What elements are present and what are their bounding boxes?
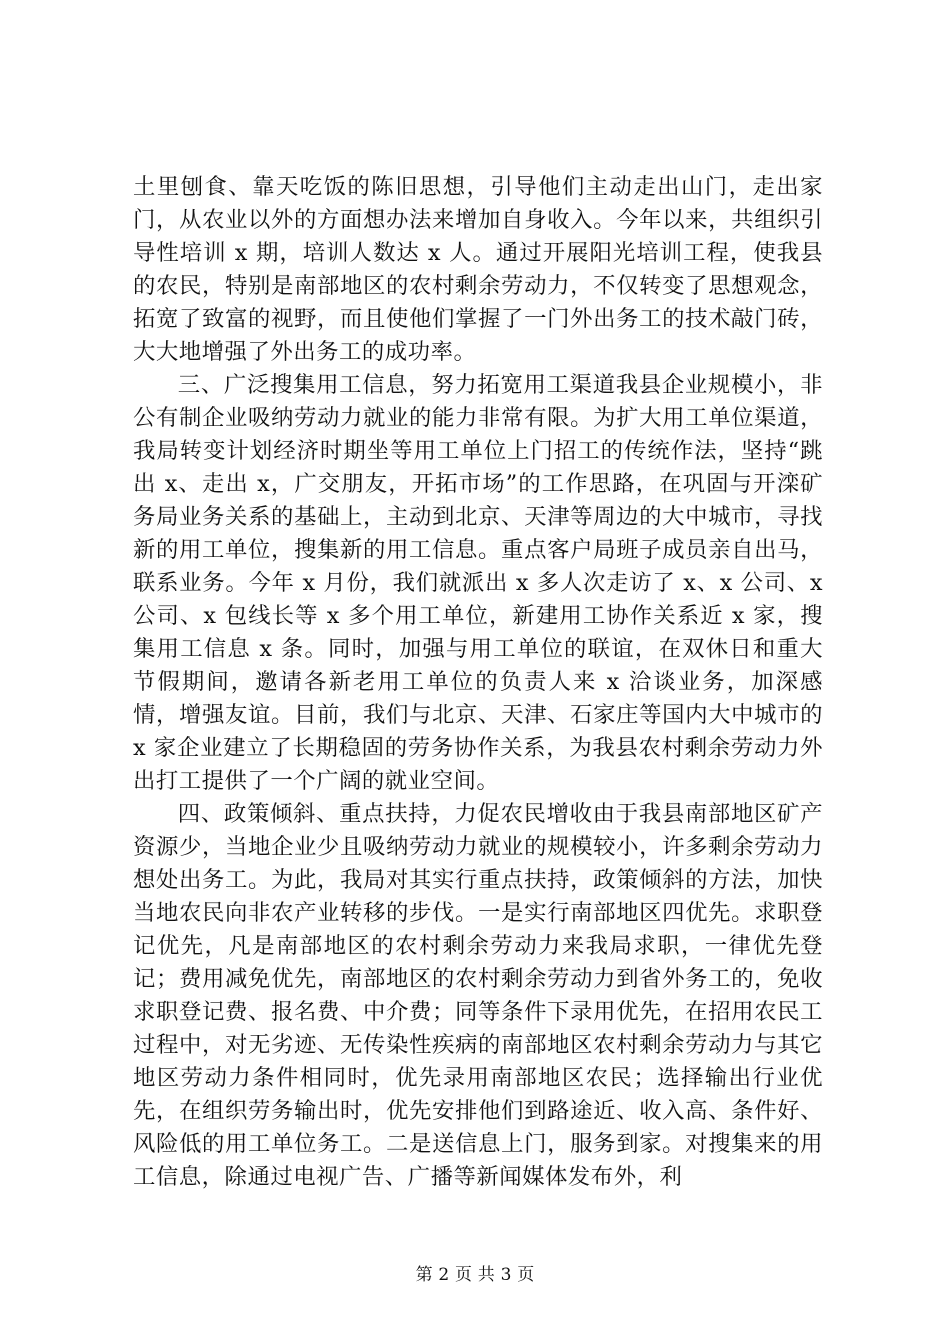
document-body: [133, 171, 823, 1194]
paragraph-3-section-four: 四、政策倾斜、重点扶持，力促农民增收由于我县南部地区矿产资源少，当地企业少且吸纳劳动力就业的规模较小，许多剩余劳动力想处出务工。为此，我局对其实行重点扶持，政策倾斜的方法，加快当地农民向非农产业转移的步伐。一是实行南部地区四优先。求职登记优先，凡是南部地区的农村剩余劳动力来我局求职，一律优先登记；费用减免优先，南部地区的农村剩余劳动力到省外务工的，免收求职登记费、报名费、中介费；同等条件下录用优先，在招用农民工过程中，对无劣迹、无传染性疾病的南部地区农村剩余劳动力与其它地区劳动力条件相同时，优先录用南部地区农民；选择输出行业优先，在组织劳务输出时，优先安排他们到路途近、收入高、条件好、风险低的用工单位务工。二是送信息上门，服务到家。对搜集来的用工信息，除通过电视广告、广播等新闻媒体发布外，利: [133, 801, 823, 1190]
page-number-footer: 第 2 页 共 3 页: [415, 1265, 535, 1285]
paragraph-1: 土里刨食、靠天吃饭的陈旧思想，引导他们主动走出山门，走出家门，从农业以外的方面想办法来增加自身收入。今年以来，共组织引导性培训 x 期，培训人数达 x 人。通过开展阳光培训工程，使我县的农民，特别是南部地区的农村剩余劳动力，不仅转变了思想观念，拓宽了致富的视野，而且使他们掌握了一门外出务工的技术敲门砖，大大地增强了外出务工的成功率。: [133, 174, 823, 365]
paragraph-2-section-three: 三、广泛搜集用工信息，努力拓宽用工渠道我县企业规模小，非公有制企业吸纳劳动力就业的能力非常有限。为扩大用工单位渠道，我局转变计划经济时期坐等用工单位上门招工的传统作法，坚持“跳出 x、走出 x，广交朋友，开拓市场”的工作思路，在巩固与开滦矿务局业务关系的基础上，主动到北京、天津等周边的大中城市，寻找新的用工单位，搜集新的用工信息。重点客户局班子成员亲自出马，联系业务。今年 x 月份，我们就派出 x 多人次走访了 x、x 公司、x 公司、x 包线长等 x 多个用工单位，新建用工协作关系近 x 家，搜集用工信息 x 条。同时，加强与用工单位的联谊，在双休日和重大节假期间，邀请各新老用工单位的负责人来 x 洽谈业务，加深感情，增强友谊。目前，我们与北京、天津、石家庄等国内大中城市的 x 家企业建立了长期稳固的劳务协作关系，为我县农村剩余劳动力外出打工提供了一个广阔的就业空间。: [133, 372, 823, 794]
